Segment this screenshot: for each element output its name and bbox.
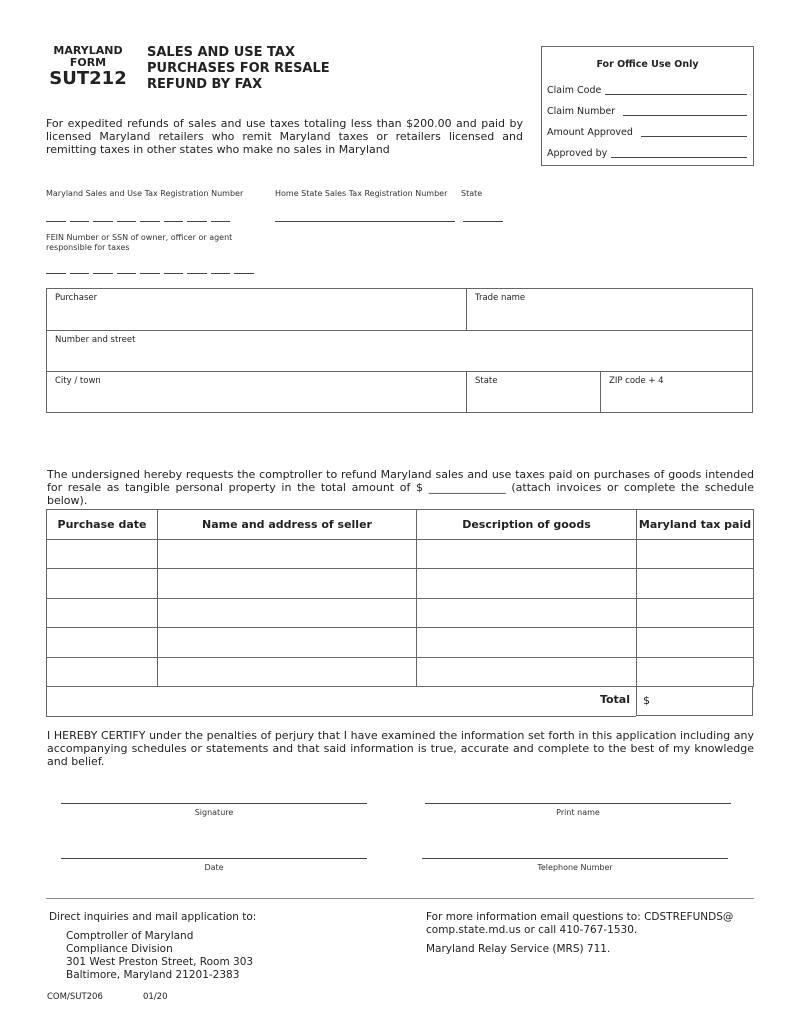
request-text: The undersigned hereby requests the comptroller to refund Maryland sales and use taxes paid on purchases of goods intended for resale as tangible personal property in the total amount of $ ______________ (attach invoices or complete the schedule below). bbox=[47, 468, 754, 507]
telephone-label: Telephone Number bbox=[537, 863, 613, 872]
table-cell[interactable] bbox=[636, 627, 754, 658]
digit-slot[interactable] bbox=[93, 273, 113, 274]
fein-input[interactable] bbox=[46, 273, 254, 274]
digit-slot[interactable] bbox=[117, 273, 137, 274]
office-field[interactable] bbox=[547, 80, 747, 101]
divider bbox=[46, 898, 754, 899]
date-label: Date bbox=[204, 863, 224, 872]
digit-slot[interactable] bbox=[46, 273, 66, 274]
field-label: Claim Code bbox=[547, 85, 602, 96]
office-field[interactable] bbox=[547, 122, 747, 143]
digit-slot[interactable] bbox=[117, 221, 137, 222]
form-title bbox=[147, 45, 330, 93]
email-text: For more information email questions to: CDSTREFUNDS@ bbox=[426, 911, 734, 923]
email-text: comp.state.md.us or call 410-767-1530. bbox=[426, 924, 638, 936]
address-line: Baltimore, Maryland 21201-2383 bbox=[66, 969, 240, 981]
table-cell[interactable] bbox=[416, 568, 637, 599]
street-field[interactable] bbox=[46, 330, 753, 372]
table-cell[interactable] bbox=[157, 657, 417, 687]
table-cell[interactable] bbox=[636, 598, 754, 628]
field-label: Claim Number bbox=[547, 106, 616, 117]
zip-field[interactable] bbox=[600, 371, 753, 413]
table-cell[interactable] bbox=[157, 627, 417, 658]
field-label: Amount Approved bbox=[547, 127, 633, 138]
column-header: Maryland tax paid bbox=[636, 509, 754, 540]
digit-slot[interactable] bbox=[187, 221, 207, 222]
relay-text: Maryland Relay Service (MRS) 711. bbox=[426, 943, 611, 955]
form-number: SUT212 bbox=[49, 68, 127, 89]
trade-name-label: Trade name bbox=[475, 293, 526, 303]
digit-slot[interactable] bbox=[70, 221, 90, 222]
zip-label: ZIP code + 4 bbox=[609, 376, 664, 386]
digit-slot[interactable] bbox=[211, 221, 231, 222]
office-fields bbox=[547, 80, 747, 164]
total-label: Total bbox=[599, 693, 630, 706]
signature-line[interactable] bbox=[61, 803, 367, 804]
office-field[interactable] bbox=[547, 143, 747, 164]
state-field[interactable] bbox=[466, 371, 601, 413]
column-header: Description of goods bbox=[416, 509, 637, 540]
intro-text: For expedited refunds of sales and use taxes totaling less than $200.00 and paid by licensed Maryland retailers who remit Maryland taxes or retailers licensed and remitting taxes in other states who make no sales in Maryland bbox=[46, 117, 523, 156]
city-field[interactable] bbox=[46, 371, 467, 413]
signature-label: Signature bbox=[194, 808, 234, 817]
currency-symbol: $ bbox=[643, 694, 650, 707]
table-cell[interactable] bbox=[636, 539, 754, 569]
column-header: Name and address of seller bbox=[157, 509, 417, 540]
table-cell[interactable] bbox=[416, 627, 637, 658]
office-title: For Office Use Only bbox=[596, 59, 699, 70]
md-reg-input[interactable] bbox=[46, 221, 230, 222]
address-line: Compliance Division bbox=[66, 943, 173, 955]
print-name-line[interactable] bbox=[425, 803, 731, 804]
table-cell[interactable] bbox=[157, 598, 417, 628]
table-cell[interactable] bbox=[157, 568, 417, 599]
state-label: MARYLAND bbox=[53, 44, 123, 57]
home-reg-label: Home State Sales Tax Registration Number bbox=[275, 189, 448, 198]
digit-slot[interactable] bbox=[46, 221, 66, 222]
table-cell[interactable] bbox=[46, 627, 158, 658]
table-cell[interactable] bbox=[46, 657, 158, 687]
table-border bbox=[46, 686, 47, 716]
digit-slot[interactable] bbox=[70, 273, 90, 274]
table-cell[interactable] bbox=[46, 598, 158, 628]
total-field[interactable] bbox=[636, 686, 753, 716]
date-line[interactable] bbox=[61, 858, 367, 859]
table-cell[interactable] bbox=[636, 657, 754, 687]
address-line: 301 West Preston Street, Room 303 bbox=[66, 956, 254, 968]
field-label: Approved by bbox=[547, 148, 608, 159]
mail-info bbox=[49, 911, 256, 982]
state-input[interactable] bbox=[463, 221, 503, 222]
office-field[interactable] bbox=[547, 101, 747, 122]
street-label: Number and street bbox=[55, 335, 136, 345]
digit-slot[interactable] bbox=[234, 273, 254, 274]
title-line: SALES AND USE TAX bbox=[147, 45, 296, 60]
inquiries-text: Direct inquiries and mail application to: bbox=[49, 911, 257, 923]
purchaser-label: Purchaser bbox=[55, 293, 98, 303]
form-id bbox=[40, 45, 136, 89]
digit-slot[interactable] bbox=[164, 273, 184, 274]
state-reg-label: State bbox=[461, 189, 483, 198]
table-border bbox=[46, 716, 636, 717]
table-cell[interactable] bbox=[46, 539, 158, 569]
table-cell[interactable] bbox=[416, 539, 637, 569]
city-label: City / town bbox=[55, 376, 101, 386]
form-code: COM/SUT206 bbox=[47, 992, 103, 1002]
telephone-line[interactable] bbox=[422, 858, 728, 859]
digit-slot[interactable] bbox=[164, 221, 184, 222]
fein-label: FEIN Number or SSN of owner, officer or agent responsible for taxes bbox=[46, 233, 233, 252]
form-label: FORM bbox=[69, 56, 107, 69]
digit-slot[interactable] bbox=[187, 273, 207, 274]
title-line: PURCHASES FOR RESALE bbox=[147, 61, 330, 76]
table-cell[interactable] bbox=[636, 568, 754, 599]
digit-slot[interactable] bbox=[93, 221, 113, 222]
md-reg-label: Maryland Sales and Use Tax Registration Number bbox=[46, 189, 244, 198]
table-cell[interactable] bbox=[46, 568, 158, 599]
digit-slot[interactable] bbox=[140, 221, 160, 222]
trade-name-field[interactable] bbox=[466, 288, 753, 331]
purchaser-field[interactable] bbox=[46, 288, 467, 331]
contact-info bbox=[426, 911, 733, 956]
address-line: Comptroller of Maryland bbox=[66, 930, 194, 942]
table-cell[interactable] bbox=[157, 539, 417, 569]
home-reg-input[interactable] bbox=[275, 221, 455, 222]
table-cell[interactable] bbox=[416, 657, 637, 687]
title-line: REFUND BY FAX bbox=[147, 77, 263, 92]
print-name-label: Print name bbox=[556, 808, 600, 817]
form-date: 01/20 bbox=[143, 992, 168, 1002]
certify-text: I HEREBY CERTIFY under the penalties of perjury that I have examined the information set forth in this application including any accompanying schedules or statements and that said information is true, accurate and complete to the best of my knowledge and belief. bbox=[47, 729, 754, 768]
table-cell[interactable] bbox=[416, 598, 637, 628]
column-header: Purchase date bbox=[46, 509, 158, 540]
state-label: State bbox=[475, 376, 498, 386]
digit-slot[interactable] bbox=[140, 273, 160, 274]
digit-slot[interactable] bbox=[211, 273, 231, 274]
